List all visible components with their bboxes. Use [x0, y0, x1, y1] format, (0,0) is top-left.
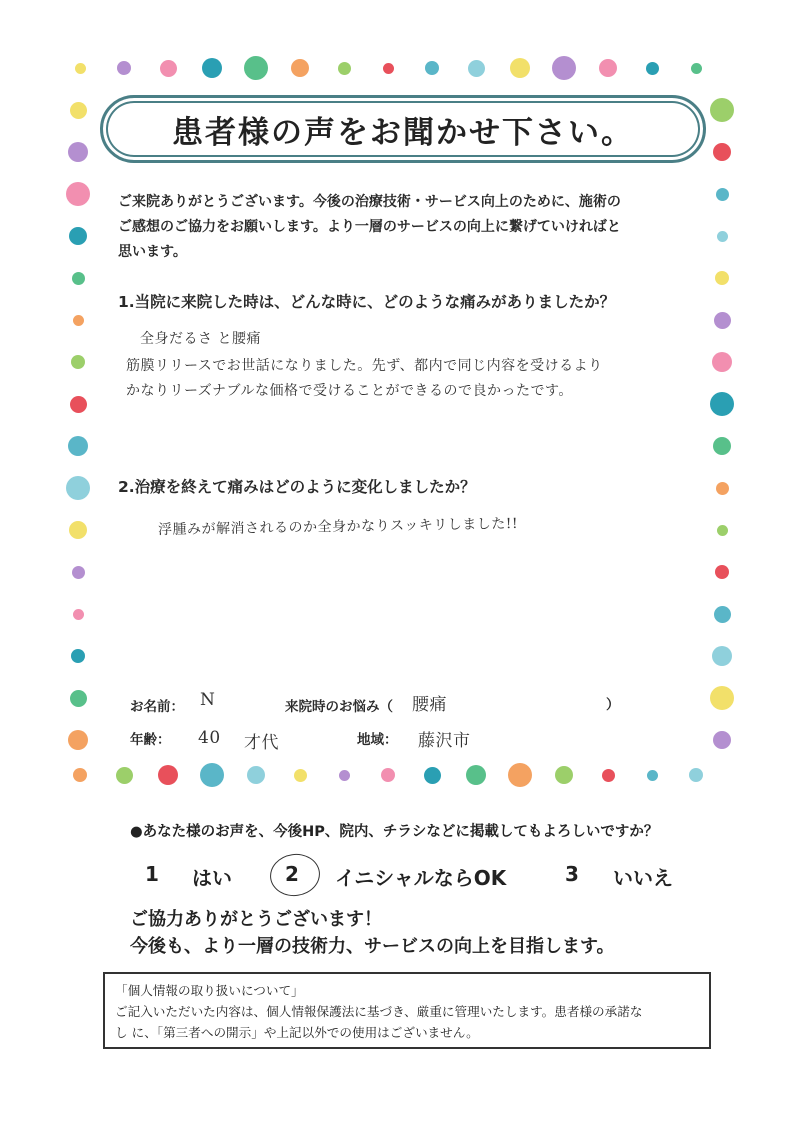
decorative-dot — [715, 271, 729, 285]
intro-line: ご来院ありがとうございます。今後の治療技術・サービス向上のために、施術の — [118, 194, 621, 210]
option-3-text: いいえ — [613, 866, 673, 890]
region-label: 地域： — [357, 732, 398, 748]
concern-close: ） — [606, 697, 620, 713]
age-value: 40 — [198, 728, 221, 748]
privacy-line: し に、「第三者への開示」や上記以外での使用はございません。 — [115, 1025, 479, 1040]
option-1-number: 1 — [145, 862, 159, 886]
q1-answer-line: かなりリーズナブルな価格で受けることができるので良かったです。 — [126, 383, 573, 399]
decorative-dot — [70, 102, 87, 119]
consent-question: ●あなた様のお声を、今後HP、院内、チラシなどに掲載してもよろしいですか？ — [130, 824, 659, 840]
option-3-number: 3 — [565, 862, 579, 886]
decorative-dot — [710, 392, 734, 416]
concern-value: 腰痛 — [412, 695, 447, 715]
q1-answer-line: 筋膜リリースでお世話になりました。先ず、都内で同じ内容を受けるより — [126, 358, 603, 374]
option-1-text: はい — [192, 866, 232, 890]
decorative-dot — [200, 763, 224, 787]
privacy-heading: 「個人情報の取り扱いについて」 — [115, 983, 304, 998]
decorative-dot — [291, 59, 309, 77]
privacy-line: ご記入いただいた内容は、個人情報保護法に基づき、厳重に管理いたします。患者様の承諾な — [115, 1004, 643, 1019]
decorative-dot — [714, 312, 731, 329]
decorative-dot — [712, 352, 732, 372]
decorative-dot — [73, 315, 84, 326]
decorative-dot — [602, 769, 615, 782]
intro-line: ご感想のご協力をお願いします。より一層のサービスの向上に繋げていければと — [118, 219, 621, 235]
decorative-dot — [72, 566, 85, 579]
decorative-dot — [71, 355, 85, 369]
decorative-dot — [715, 565, 729, 579]
decorative-dot — [339, 770, 350, 781]
decorative-dot — [244, 56, 268, 80]
decorative-dot — [712, 646, 732, 666]
decorative-dot — [466, 765, 486, 785]
decorative-dot — [647, 770, 658, 781]
decorative-dot — [713, 143, 731, 161]
decorative-dot — [713, 731, 731, 749]
q2-answer: 浮腫みが解消されるのか全身かなりスッキリしました!! — [157, 515, 519, 539]
decorative-dot — [202, 58, 222, 78]
region-value: 藤沢市 — [418, 731, 471, 751]
decorative-dot — [158, 765, 178, 785]
decorative-dot — [117, 61, 131, 75]
decorative-dot — [714, 606, 731, 623]
decorative-dot — [66, 476, 90, 500]
decorative-dot — [425, 61, 439, 75]
thanks-line: 今後も、より一層の技術力、サービスの向上を目指します。 — [130, 936, 615, 957]
decorative-dot — [717, 525, 728, 536]
decorative-dot — [116, 767, 133, 784]
decorative-dot — [468, 60, 485, 77]
option-2-text: イニシャルならOK — [335, 866, 507, 890]
decorative-dot — [160, 60, 177, 77]
decorative-dot — [552, 56, 576, 80]
concern-label: 来院時のお悩み（ — [285, 699, 393, 715]
intro-line: 思います。 — [118, 244, 187, 260]
decorative-dot — [717, 231, 728, 242]
question-1-label: 1.当院に来院した時は、どんな時に、どのような痛みがありましたか？ — [118, 293, 616, 311]
decorative-dot — [381, 768, 395, 782]
decorative-dot — [510, 58, 530, 78]
thanks-line: ご協力ありがとうございます！ — [130, 909, 382, 930]
decorative-dot — [73, 768, 87, 782]
decorative-dot — [691, 63, 702, 74]
decorative-dot — [69, 521, 87, 539]
age-suffix: 才代 — [244, 733, 279, 753]
option-2-number: 2 — [285, 862, 299, 886]
intro-text — [118, 190, 698, 265]
decorative-dot — [68, 730, 88, 750]
decorative-dot — [383, 63, 394, 74]
decorative-dot — [716, 188, 729, 201]
decorative-dot — [71, 649, 85, 663]
decorative-dot — [247, 766, 265, 784]
decorative-dot — [294, 769, 307, 782]
decorative-dot — [646, 62, 659, 75]
decorative-dot — [73, 609, 84, 620]
decorative-dot — [70, 690, 87, 707]
name-label: お名前： — [130, 699, 184, 715]
decorative-dot — [69, 227, 87, 245]
name-value: N — [200, 690, 216, 710]
decorative-dot — [508, 763, 532, 787]
page-title: 患者様の声をお聞かせ下さい。 — [172, 114, 634, 151]
privacy-notice-box — [103, 972, 711, 1049]
decorative-dot — [68, 142, 88, 162]
question-2-label: 2.治療を終えて痛みはどのように変化しましたか？ — [118, 478, 476, 496]
decorative-dot — [70, 396, 87, 413]
decorative-dot — [713, 437, 731, 455]
decorative-dot — [424, 767, 441, 784]
decorative-dot — [710, 98, 734, 122]
decorative-dot — [710, 686, 734, 710]
decorative-dot — [66, 182, 90, 206]
decorative-dot — [555, 766, 573, 784]
decorative-dot — [72, 272, 85, 285]
title-banner — [100, 95, 706, 163]
age-label: 年齢： — [130, 732, 171, 748]
decorative-dot — [599, 59, 617, 77]
decorative-dot — [338, 62, 351, 75]
decorative-dot — [68, 436, 88, 456]
decorative-dot — [75, 63, 86, 74]
decorative-dot — [689, 768, 703, 782]
q1-answer-line: 全身だるさ と腰痛 — [140, 331, 261, 347]
